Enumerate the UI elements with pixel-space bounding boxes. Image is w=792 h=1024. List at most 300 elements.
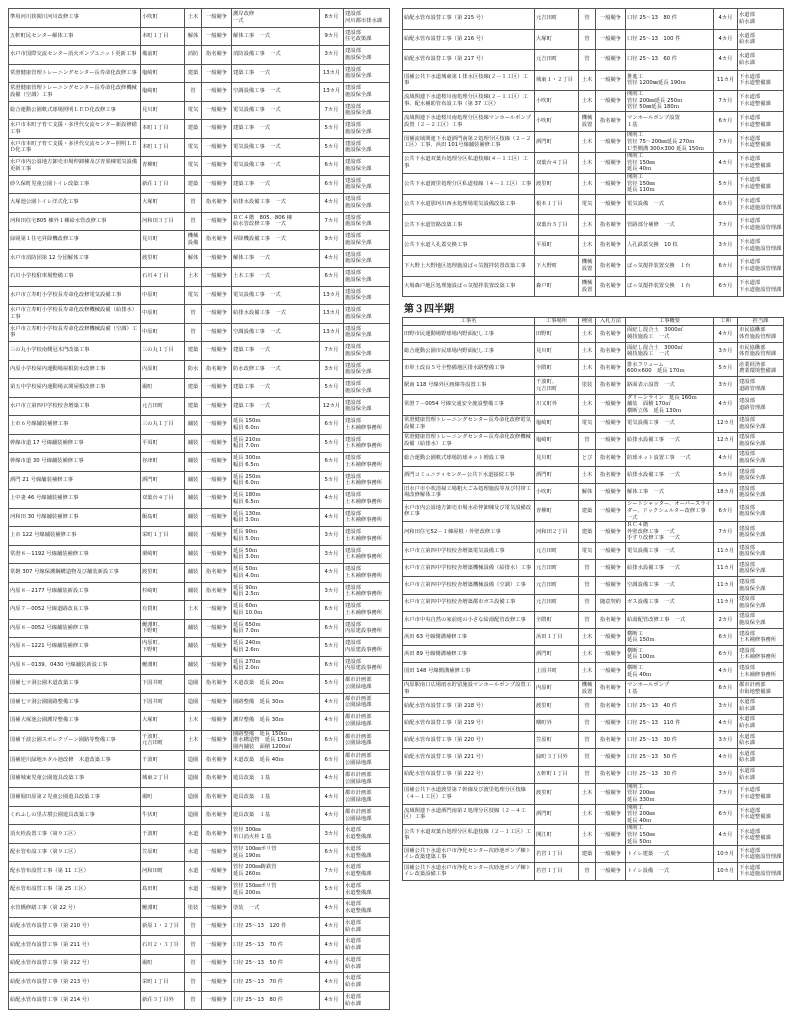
cell-period: 6カ月 bbox=[320, 619, 344, 638]
cell-summary: 給排水設備工事 一式 bbox=[232, 194, 320, 213]
cell-location: 渡里町 bbox=[535, 697, 579, 714]
cell-summary: 口径 25～13 80 件 bbox=[232, 991, 320, 1010]
cell-category: 管 bbox=[185, 936, 202, 955]
cell-location: 谷津町 bbox=[141, 453, 185, 472]
cell-bid-method: 指名競争 bbox=[596, 325, 626, 342]
cell-category: 電気 bbox=[185, 157, 202, 176]
cell-summary: 口径 25～13 30 件 bbox=[626, 732, 714, 749]
cell-work-name: 上市６号線舗装補修工事 bbox=[9, 416, 141, 435]
cell-bid-method: 一般競争 bbox=[596, 70, 626, 91]
table-row bbox=[403, 749, 784, 766]
cell-summary: 電気設備 一式 bbox=[626, 194, 714, 215]
cell-location: 千波町、 元吉田町 bbox=[141, 730, 185, 751]
table-row bbox=[403, 194, 784, 215]
table-row bbox=[9, 194, 390, 213]
cell-work-name: 内原駅南口広場雨水貯留施設マンホールポンプ設置工事 bbox=[403, 680, 535, 697]
cell-category: 管 bbox=[185, 212, 202, 231]
table-row bbox=[9, 991, 390, 1010]
cell-summary: 開削工 管径 150㎜ 延長 50ｍ bbox=[626, 825, 714, 846]
cell-period: 6カ月 bbox=[320, 751, 344, 770]
right-column bbox=[402, 8, 783, 881]
cell-bid-method: 指名競争 bbox=[202, 675, 232, 694]
cell-period: 5カ月 bbox=[320, 138, 344, 157]
cell-location: 塩崎町 bbox=[141, 83, 185, 102]
cell-work-name: 給配水管布設替工事（第 218 号） bbox=[403, 697, 535, 714]
table-row bbox=[9, 83, 390, 102]
cell-bid-method: 一般競争 bbox=[202, 638, 232, 657]
cell-location: 鯉淵町 bbox=[141, 899, 185, 918]
cell-period: 3カ月 bbox=[320, 360, 344, 379]
cell-location: 三の丸１丁目 bbox=[141, 342, 185, 361]
cell-work-name: 給配水管布設替工事（第 216 号） bbox=[403, 29, 535, 50]
cell-bid-method: 一般競争 bbox=[202, 83, 232, 102]
table-row bbox=[403, 804, 784, 825]
table-row bbox=[403, 9, 784, 30]
cell-bid-method: 指名競争 bbox=[202, 360, 232, 379]
cell-summary: 給排水設備工事 一式 bbox=[626, 560, 714, 577]
cell-category: 機械設置 bbox=[579, 256, 596, 277]
cell-category: 造園 bbox=[185, 769, 202, 788]
cell-category: 舗装 bbox=[185, 490, 202, 509]
table-row bbox=[403, 714, 784, 731]
table-row bbox=[9, 917, 390, 936]
cell-department: 建設部 土木補修事務所 bbox=[738, 663, 784, 680]
cell-department: 都市計画部 市街地整備課 bbox=[738, 680, 784, 697]
cell-location: 元吉田町 bbox=[141, 397, 185, 416]
cell-department: 建設部 土木補修事務所 bbox=[344, 582, 390, 601]
cell-location: 内原町、 下野町 bbox=[141, 638, 185, 657]
cell-bid-method: 一般競争 bbox=[596, 91, 626, 112]
left-column bbox=[8, 8, 389, 1010]
cell-summary: トイレ設備 一式 bbox=[626, 863, 714, 880]
cell-bid-method: 一般競争 bbox=[596, 522, 626, 543]
cell-period: 4カ月 bbox=[320, 917, 344, 936]
cell-category: 舗装 bbox=[185, 564, 202, 583]
cell-summary: 木道改築 延長 20ｍ bbox=[232, 675, 320, 694]
header-location: 工事場所 bbox=[535, 318, 579, 326]
cell-department: 建設部 施設保全課 bbox=[738, 467, 784, 484]
cell-period: 3カ月 bbox=[714, 377, 738, 394]
cell-summary: 建築工事 一式 bbox=[232, 379, 320, 398]
cell-work-name: 給配水管布設替工事（第 212 号） bbox=[9, 954, 141, 973]
cell-summary: 開削工 管径 150㎜ 延長 40ｍ bbox=[626, 153, 714, 174]
cell-summary: 口径 25～13 50 件 bbox=[626, 749, 714, 766]
cell-work-name: 内原８－1221 号線舗装補修工事 bbox=[9, 638, 141, 657]
cell-department: 下水道部 下水道施設管理課 bbox=[738, 235, 784, 256]
cell-work-name: 常澄健康管理トレーニングセンター長寿命化改修機械設備（給排水）工事 bbox=[403, 432, 535, 449]
cell-department: 建設部 土木補修事務所 bbox=[344, 453, 390, 472]
cell-bid-method: 一般競争 bbox=[596, 863, 626, 880]
cell-period: 10カ月 bbox=[714, 863, 738, 880]
cell-bid-method: 一般競争 bbox=[202, 212, 232, 231]
cell-department: 水道部 水道整備課 bbox=[344, 825, 390, 844]
cell-period: 4カ月 bbox=[714, 663, 738, 680]
cell-department: 建設部 施設保全課 bbox=[738, 522, 784, 543]
cell-location: 本町１丁目 bbox=[141, 120, 185, 139]
cell-category: 土木 bbox=[185, 601, 202, 620]
table-row bbox=[403, 394, 784, 415]
cell-category: 造園 bbox=[185, 693, 202, 712]
table-row bbox=[9, 120, 390, 139]
cell-work-name: 大場森戸地区処理施設ばっ気撹拌装置改築工事 bbox=[403, 276, 535, 297]
cell-work-name: 給配水管布設替工事（第 217 号） bbox=[403, 50, 535, 71]
cell-category: 土木 bbox=[579, 343, 596, 360]
cell-bid-method: 一般競争 bbox=[596, 543, 626, 560]
table-row bbox=[403, 235, 784, 256]
cell-period: 4カ月 bbox=[320, 954, 344, 973]
cell-work-name: 常澄７－0054 号線交通安全施設整備工事 bbox=[403, 394, 535, 415]
cell-location: 小吹町 bbox=[535, 91, 579, 112]
cell-department: 建設部 土木補修事務所 bbox=[344, 564, 390, 583]
cell-summary: 開削工 管径 200㎜ 延長 40ｍ bbox=[626, 804, 714, 825]
cell-location: 酒門町 bbox=[535, 132, 579, 153]
cell-location: 下大野町 bbox=[535, 256, 579, 277]
cell-bid-method: 指名競争 bbox=[596, 467, 626, 484]
cell-category: 解体 bbox=[185, 249, 202, 268]
cell-bid-method: 指名競争 bbox=[202, 194, 232, 213]
cell-period: 4カ月 bbox=[320, 936, 344, 955]
cell-bid-method: 一般競争 bbox=[596, 153, 626, 174]
cell-location: 飯島町 bbox=[141, 508, 185, 527]
cell-period: 5カ月 bbox=[714, 360, 738, 377]
cell-period: 4カ月 bbox=[714, 825, 738, 846]
cell-department: 建設部 施設保全課 bbox=[344, 175, 390, 194]
cell-summary: 延長 50ｍ 幅員 4.0ｍ bbox=[232, 564, 320, 583]
cell-category: 造園 bbox=[185, 675, 202, 694]
cell-work-name: 総合運動公園軟式球場照明ＬＥＤ化改修工事 bbox=[9, 101, 141, 120]
cell-location: 青柳町 bbox=[535, 501, 579, 522]
cell-department: 建設部 施設保全課 bbox=[738, 594, 784, 611]
cell-period: 12カ月 bbox=[320, 397, 344, 416]
cell-department: 建設部 土木補修事務所 bbox=[344, 434, 390, 453]
cell-category: 管 bbox=[579, 594, 596, 611]
cell-period: 13カ月 bbox=[320, 305, 344, 324]
table-row bbox=[9, 453, 390, 472]
cell-summary: 延長 210ｍ 幅員 7.0ｍ bbox=[232, 434, 320, 453]
cell-department: 下水道部 下水道整備課 bbox=[738, 825, 784, 846]
table-row bbox=[403, 377, 784, 394]
cell-location: 石川２・３丁目 bbox=[141, 936, 185, 955]
cell-location: 塩崎町 bbox=[535, 432, 579, 449]
cell-category: 土木 bbox=[579, 663, 596, 680]
table-row bbox=[403, 256, 784, 277]
table-row bbox=[403, 173, 784, 194]
cell-category: 管 bbox=[185, 954, 202, 973]
cell-bid-method: 一般競争 bbox=[202, 508, 232, 527]
works-table-right-top bbox=[402, 8, 784, 297]
cell-location: 三の丸１丁目 bbox=[141, 416, 185, 435]
cell-category: 水道 bbox=[185, 843, 202, 862]
cell-summary: 消防設備工事 一式 bbox=[232, 46, 320, 65]
cell-bid-method: 一般競争 bbox=[202, 730, 232, 751]
table-row bbox=[9, 490, 390, 509]
table-row bbox=[9, 27, 390, 46]
cell-category: 電気 bbox=[579, 415, 596, 432]
cell-work-name: 田野市民運動場野球場内野面紀し工事 bbox=[403, 325, 535, 342]
table-row bbox=[9, 619, 390, 638]
cell-period: 6カ月 bbox=[714, 501, 738, 522]
cell-bid-method: 一般競争 bbox=[202, 899, 232, 918]
cell-category: 土木 bbox=[579, 825, 596, 846]
cell-category: 管 bbox=[185, 917, 202, 936]
cell-department: 建設部 施設保全課 bbox=[344, 157, 390, 176]
cell-bid-method: 一般競争 bbox=[202, 545, 232, 564]
cell-work-name: 水戸市立寿町小学校長寿命化改修機械設備（空調）工事 bbox=[9, 323, 141, 342]
cell-summary: 昇降機設備工事 一式 bbox=[232, 231, 320, 250]
table-row bbox=[403, 215, 784, 236]
cell-work-name: 大塚池公園トイレ洋式化工事 bbox=[9, 194, 141, 213]
cell-department: 建設部 土木補修事務所 bbox=[738, 629, 784, 646]
cell-department: 建設部 施設保全課 bbox=[344, 249, 390, 268]
cell-summary: 延長 150ｍ 幅員 6.0ｍ bbox=[232, 416, 320, 435]
cell-bid-method: 一般競争 bbox=[202, 342, 232, 361]
cell-summary: 口径 25～13 70 件 bbox=[232, 973, 320, 992]
cell-department: 水道部 水道整備課 bbox=[344, 880, 390, 899]
cell-bid-method: 指名競争 bbox=[202, 564, 232, 583]
cell-category: 解体 bbox=[185, 27, 202, 46]
cell-bid-method: 一般競争 bbox=[596, 629, 626, 646]
cell-bid-method: 指名競争 bbox=[596, 449, 626, 466]
table-row bbox=[9, 9, 390, 28]
cell-bid-method: 一般競争 bbox=[202, 656, 232, 675]
cell-bid-method: 一般競争 bbox=[202, 843, 232, 862]
cell-category: 管 bbox=[579, 714, 596, 731]
cell-department: 都市計画部 公園緑地課 bbox=[344, 751, 390, 770]
cell-location: 青柳町 bbox=[141, 157, 185, 176]
table-row bbox=[403, 360, 784, 377]
cell-department: 下水道部 下水道整備課 bbox=[738, 804, 784, 825]
cell-period: 8カ月 bbox=[320, 9, 344, 28]
cell-location: 元吉田町 bbox=[535, 594, 579, 611]
cell-location: 中原町 bbox=[141, 286, 185, 305]
section-title: 第３四半期 bbox=[404, 304, 454, 316]
cell-department: 建設部 施設保全課 bbox=[344, 101, 390, 120]
cell-summary: 電気設備工事 一式 bbox=[626, 415, 714, 432]
table-row bbox=[9, 508, 390, 527]
table-row bbox=[403, 680, 784, 697]
cell-bid-method: 指名競争 bbox=[596, 215, 626, 236]
cell-summary: 塗装 一式 bbox=[232, 899, 320, 918]
cell-location: 酒門町 bbox=[141, 471, 185, 490]
cell-bid-method: 一般競争 bbox=[202, 101, 232, 120]
table-row bbox=[9, 656, 390, 675]
cell-department: 建設部 施設保全課 bbox=[344, 305, 390, 324]
cell-period: 4カ月 bbox=[320, 194, 344, 213]
cell-department: 下水道部 下水道整備課 bbox=[738, 783, 784, 804]
cell-work-name: 給配水管布設替工事（第 211 号） bbox=[9, 936, 141, 955]
cell-bid-method: 指名競争 bbox=[202, 806, 232, 825]
cell-summary: 口径 25～13 40 件 bbox=[626, 697, 714, 714]
cell-department: 下水道部 下水道整備課 bbox=[738, 91, 784, 112]
cell-department: 下水道部 下水道整備課 bbox=[738, 173, 784, 194]
table-row bbox=[403, 132, 784, 153]
cell-work-name: 浜田 89 号線側溝補修工事 bbox=[403, 646, 535, 663]
cell-bid-method: 一般競争 bbox=[596, 804, 626, 825]
cell-location: 島田町 bbox=[141, 880, 185, 899]
cell-work-name: 流域関連下水道桜川南処理分区枝線(２－１工区）工事、配水補助管布設工事（第 37 工区） bbox=[403, 91, 535, 112]
cell-location: 渡里町 bbox=[535, 783, 579, 804]
cell-period: 4カ月 bbox=[320, 490, 344, 509]
cell-work-name: 三の丸小学校南側冠木門改築工事 bbox=[9, 342, 141, 361]
cell-bid-method: 一般競争 bbox=[596, 9, 626, 30]
cell-summary: 給排水設備工事 一式 bbox=[626, 467, 714, 484]
cell-bid-method: 指名競争 bbox=[202, 231, 232, 250]
cell-bid-method: 一般競争 bbox=[202, 268, 232, 287]
cell-work-name: 国補堀田原第２児童公園遊具改築工事 bbox=[9, 788, 141, 807]
cell-summary: 管径 200㎜鋳鉄管 延長 260ｍ bbox=[232, 862, 320, 881]
cell-period: 4カ月 bbox=[320, 899, 344, 918]
cell-period: 6カ月 bbox=[714, 111, 738, 132]
cell-department: 建設部 施設保全課 bbox=[738, 560, 784, 577]
cell-bid-method: 一般競争 bbox=[202, 27, 232, 46]
cell-bid-method: 一般競争 bbox=[596, 394, 626, 415]
cell-category: 土木 bbox=[579, 70, 596, 91]
cell-period: 13カ月 bbox=[320, 64, 344, 83]
cell-bid-method: 一般競争 bbox=[596, 194, 626, 215]
cell-summary: 電気設備工事 一式 bbox=[232, 157, 320, 176]
cell-bid-method: 指名競争 bbox=[202, 582, 232, 601]
table-row bbox=[9, 825, 390, 844]
cell-category: 土木 bbox=[185, 730, 202, 751]
cell-summary: 解体工事 一式 bbox=[232, 27, 320, 46]
cell-category: 舗装 bbox=[185, 434, 202, 453]
cell-period: 5カ月 bbox=[320, 675, 344, 694]
cell-work-name: 河和田 30 号線舗装補修工事 bbox=[9, 508, 141, 527]
cell-bid-method: 一般競争 bbox=[202, 305, 232, 324]
cell-bid-method: 一般競争 bbox=[202, 917, 232, 936]
cell-bid-method: 指名競争 bbox=[596, 377, 626, 394]
table-row bbox=[9, 601, 390, 620]
cell-summary: 口径 25～13 70 件 bbox=[232, 936, 320, 955]
cell-location: 備前町 bbox=[141, 46, 185, 65]
cell-bid-method: 一般競争 bbox=[596, 560, 626, 577]
cell-department: 下水道部 下水道整備課 bbox=[738, 70, 784, 91]
cell-work-name: 市単土改良５号全整備地区排水路整備工事 bbox=[403, 360, 535, 377]
cell-bid-method: 一般競争 bbox=[202, 490, 232, 509]
cell-period: 3カ月 bbox=[320, 46, 344, 65]
cell-department: 市民協働部 体育施設管理課 bbox=[738, 343, 784, 360]
cell-department: 建設部 土木補修事務所 bbox=[344, 508, 390, 527]
table-row bbox=[403, 697, 784, 714]
cell-summary: 管路部分補修 一式 bbox=[626, 215, 714, 236]
cell-department: 水道部 水道整備課 bbox=[344, 899, 390, 918]
cell-work-name: 駅南 118 号線外区画線等設置工事 bbox=[403, 377, 535, 394]
cell-summary: マンホールポンプ １基 bbox=[626, 680, 714, 697]
cell-category: 建築 bbox=[185, 175, 202, 194]
cell-summary: 建築工事 一式 bbox=[232, 120, 320, 139]
table-row bbox=[9, 954, 390, 973]
cell-location: 元吉田町 bbox=[535, 577, 579, 594]
cell-category: 消防 bbox=[185, 46, 202, 65]
cell-bid-method: 一般競争 bbox=[596, 714, 626, 731]
cell-bid-method: 一般競争 bbox=[596, 415, 626, 432]
cell-department: 建設部 施設保全課 bbox=[344, 286, 390, 305]
table-row bbox=[403, 783, 784, 804]
table-row bbox=[9, 138, 390, 157]
cell-summary: ＲＣ４階 外壁改修工事 一式 手すり改修工事 一式 bbox=[626, 522, 714, 543]
cell-department: 水道部 給水課 bbox=[738, 697, 784, 714]
cell-work-name: 水戸市立第四中学校校舎増築電気設備工事 bbox=[403, 543, 535, 560]
cell-summary: 管径 150㎜ポリ管 延長 200ｍ bbox=[232, 880, 320, 899]
cell-summary: 護岸整備 延長 30ｍ bbox=[232, 712, 320, 731]
cell-bid-method: 指名競争 bbox=[596, 343, 626, 360]
cell-category: 機械設置 bbox=[579, 111, 596, 132]
cell-category: 土木 bbox=[579, 235, 596, 256]
cell-period: 4カ月 bbox=[320, 788, 344, 807]
cell-location: 平須町 bbox=[141, 434, 185, 453]
table-row bbox=[9, 936, 390, 955]
cell-work-name: 水戸市内公設地方卸売市場仲卸棟及び青果棟電気設備更新工事 bbox=[9, 157, 141, 176]
cell-work-name: 国補流域関連下水道酒門南第２処理分区枝線（２－２工区）工事、浜田 101号線舗装補修工事 bbox=[403, 132, 535, 153]
cell-summary: 給排水設備工事 一式 bbox=[232, 305, 320, 324]
cell-summary: 建築工事 一式 bbox=[232, 342, 320, 361]
cell-department: 建設部 施設保全課 bbox=[344, 194, 390, 213]
cell-location: 見川町 bbox=[141, 101, 185, 120]
cell-summary: 防球ネット設置工事 一式 bbox=[626, 449, 714, 466]
cell-department: 建設部 施設保全課 bbox=[344, 397, 390, 416]
table-row bbox=[9, 231, 390, 250]
cell-department: 水道部 給水課 bbox=[344, 991, 390, 1010]
cell-department: 建設部 住宅政策課 bbox=[344, 27, 390, 46]
table-row bbox=[403, 449, 784, 466]
cell-department: 建設部 施設保全課 bbox=[738, 432, 784, 449]
cell-summary: 延長 650ｍ 幅員 7.0ｍ bbox=[232, 619, 320, 638]
cell-location: 中原町 bbox=[141, 323, 185, 342]
cell-location: 若宮１丁目 bbox=[535, 846, 579, 863]
cell-location: 大塚町 bbox=[141, 194, 185, 213]
cell-category: 土木 bbox=[185, 9, 202, 28]
cell-summary: 延長 130ｍ 幅員 3.0ｍ bbox=[232, 508, 320, 527]
cell-location: 本町１丁目 bbox=[141, 138, 185, 157]
cell-period: 4カ月 bbox=[320, 712, 344, 731]
cell-category: 管 bbox=[579, 29, 596, 50]
cell-period: 2カ月 bbox=[714, 611, 738, 628]
cell-period: 13カ月 bbox=[320, 286, 344, 305]
cell-bid-method: 指名競争 bbox=[596, 732, 626, 749]
cell-work-name: 水戸市内公設地方卸売市場水産仲卸棟及び電気設備改修工事 bbox=[403, 501, 535, 522]
cell-bid-method: 一般競争 bbox=[596, 132, 626, 153]
cell-location: 渡里町 bbox=[141, 564, 185, 583]
cell-location: 酒門町 bbox=[535, 804, 579, 825]
cell-department: 建設部 施設保全課 bbox=[344, 212, 390, 231]
cell-summary: 路面表示設置 一式 bbox=[626, 377, 714, 394]
cell-bid-method: 指名競争 bbox=[596, 256, 626, 277]
cell-work-name: 国補公共下水道城東第１排水区枝線(２－１工区）工事 bbox=[403, 70, 535, 91]
table-row bbox=[9, 582, 390, 601]
table-row bbox=[9, 175, 390, 194]
cell-summary: 口径 25～13 60 件 bbox=[626, 50, 714, 71]
cell-bid-method: 一般競争 bbox=[202, 9, 232, 28]
cell-period: 3カ月 bbox=[714, 343, 738, 360]
cell-period: 7カ月 bbox=[714, 783, 738, 804]
cell-location: 新荘１丁目 bbox=[141, 175, 185, 194]
cell-work-name: 水戸市立第四中学校校舎増築機械設備（給排水）工事 bbox=[403, 560, 535, 577]
cell-work-name: 河和田住宅805 棟外１棟給水管改修工事 bbox=[9, 212, 141, 231]
cell-category: 管 bbox=[185, 973, 202, 992]
cell-period: 4カ月 bbox=[714, 325, 738, 342]
table-row bbox=[403, 111, 784, 132]
cell-bid-method: 一般競争 bbox=[596, 50, 626, 71]
cell-summary: 延長 50ｍ 幅員 3.0ｍ bbox=[232, 545, 320, 564]
table-row bbox=[403, 646, 784, 663]
cell-location: 内原町 bbox=[141, 360, 185, 379]
cell-location: 下国井町 bbox=[141, 693, 185, 712]
cell-bid-method: 一般競争 bbox=[202, 175, 232, 194]
cell-category: 舗装 bbox=[185, 471, 202, 490]
cell-work-name: 下大野上大野地区処理施設ばっ気撹拌装置改築工事 bbox=[403, 256, 535, 277]
cell-department: 都市計画部 公園緑地課 bbox=[344, 675, 390, 694]
cell-period: 4カ月 bbox=[714, 9, 738, 30]
